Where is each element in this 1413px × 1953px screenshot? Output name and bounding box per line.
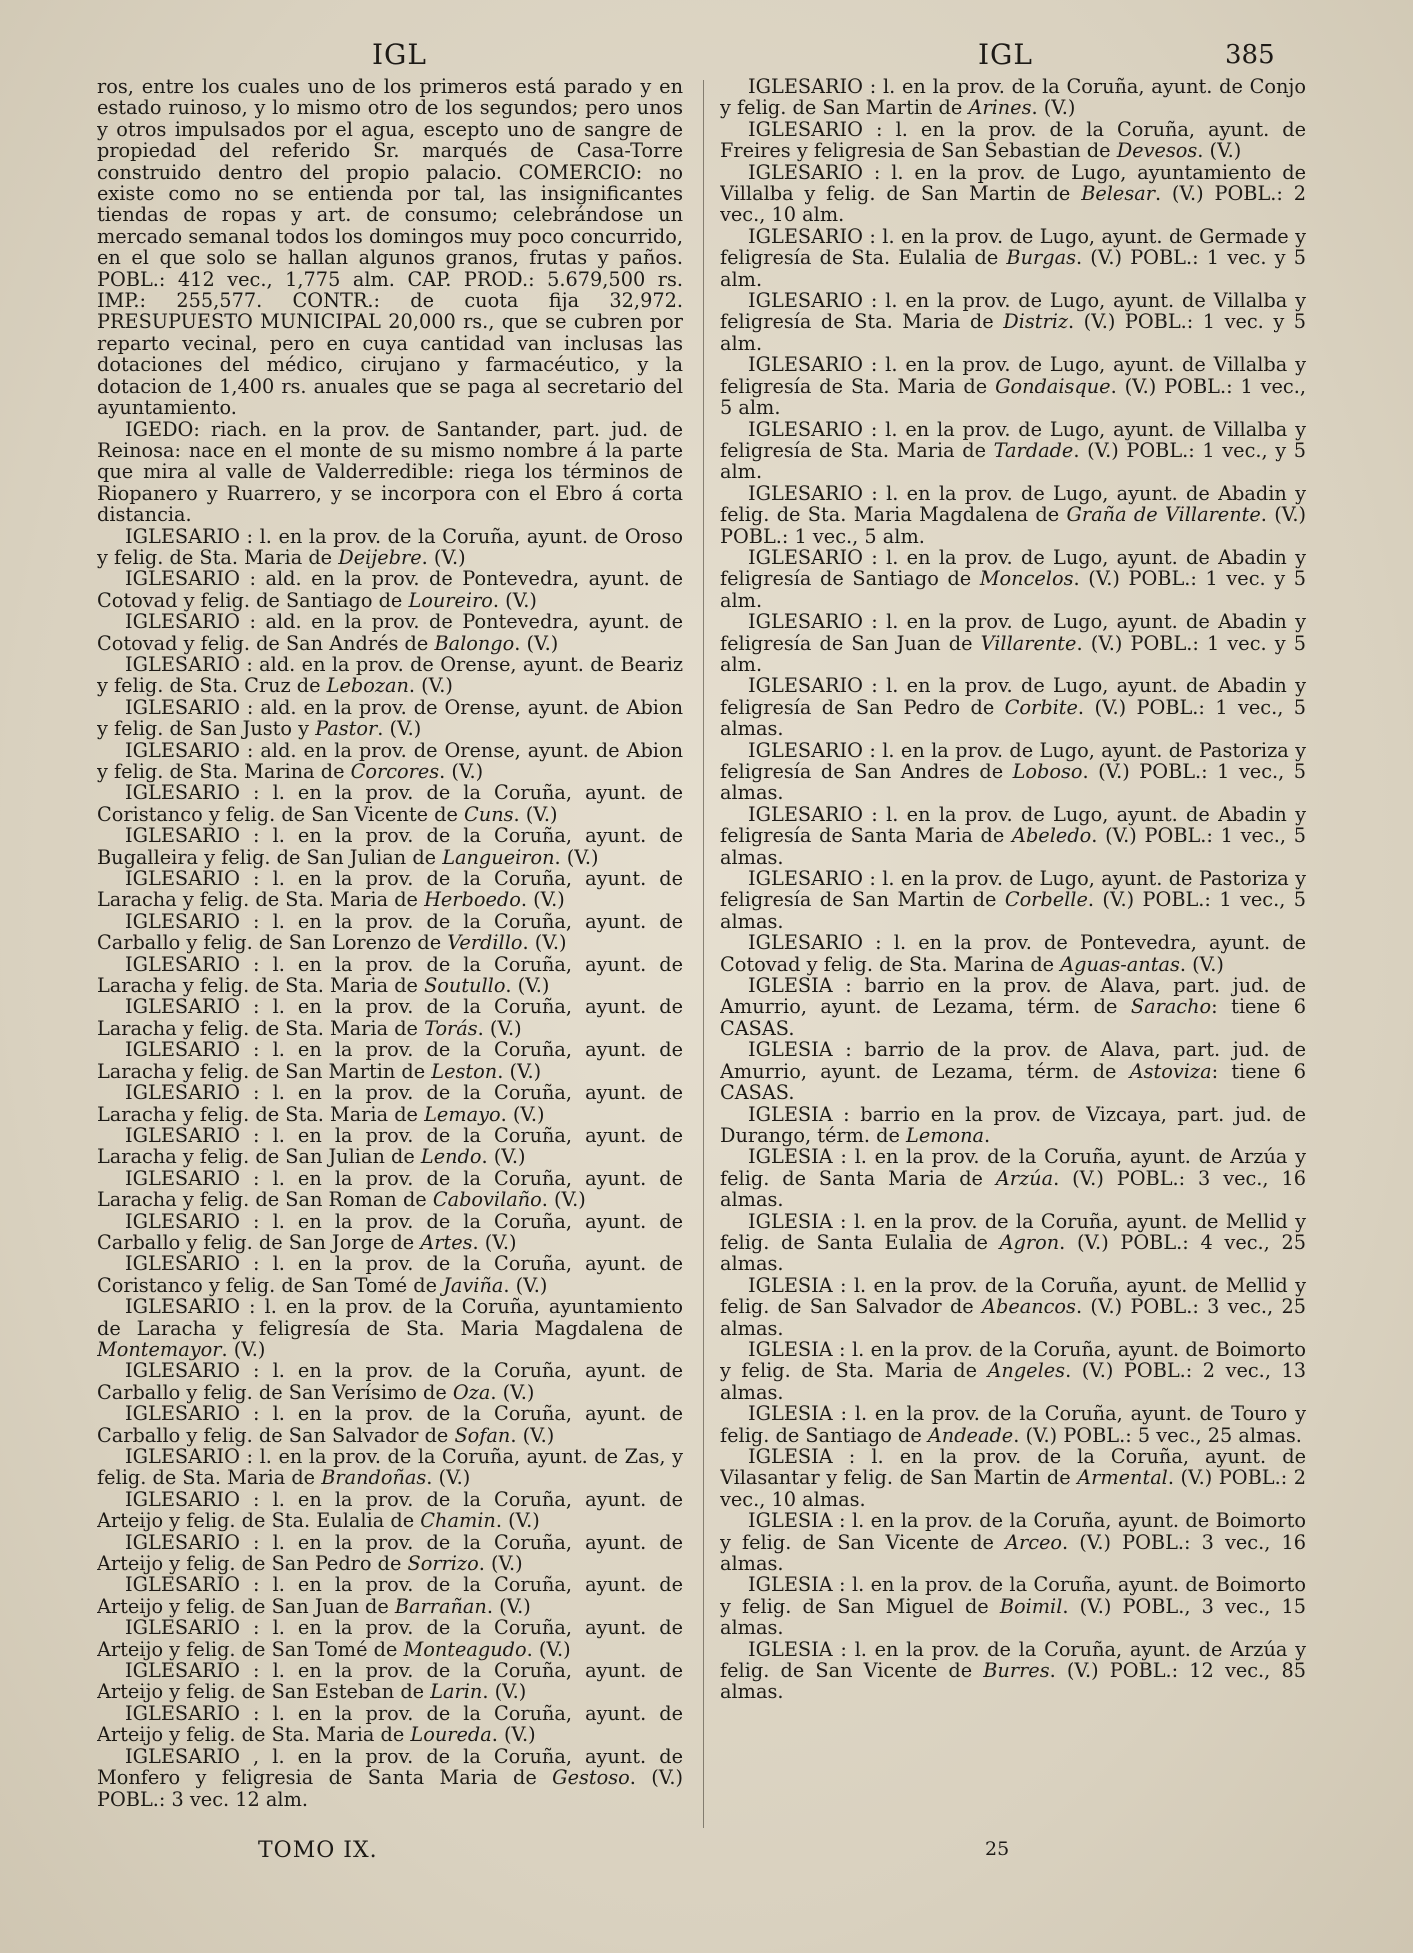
entry-headword: IGLESARIO : [125,695,254,719]
entry-place: Distriz [1003,310,1069,334]
entry-text: l. en la prov. de Lugo, ayunt. de Villalba y feligresía de Sta. Maria de [720,417,1306,462]
entry-headword: IGLESIA : [748,1573,846,1597]
entry-headword: IGLESARIO : [748,867,876,891]
entry-suffix: . (V.) [1197,139,1242,163]
dictionary-entry [97,1703,683,1746]
entry-place: Angeles [987,1359,1066,1383]
entry-text: l. en la prov. de la Coruña, ayunt. de Laracha y felig. de Sta. Maria de [97,995,683,1040]
entry-headword: IGLESARIO : [748,224,876,248]
entry-headword: IGLESARIO : [125,1359,260,1383]
entry-headword: IGLESARIO : [125,952,260,976]
entry-suffix: . (V.) [439,760,484,783]
entry-suffix: . (V.) [505,974,550,998]
entry-headword: IGLESARIO : [748,289,878,313]
entry-headword: IGLESARIO : [125,567,256,591]
entry-text: l. en la prov. de la Coruña, ayunt. de Laracha y felig. de San Roman de [97,1166,683,1212]
entry-suffix: . (V.) POBL.: 1 vec., 5 alm. [720,374,1306,420]
dictionary-entry [720,975,1306,1039]
entry-headword: IGLESARIO : [125,1252,260,1276]
dictionary-entry [720,119,1306,162]
entry-text: l. en la prov. de Lugo, ayunt. de Villalba y feligresía de Sta. Maria de [720,289,1306,334]
entry-text: l. en la prov. de la Coruña, ayunt. de Boimorto y felig. de San Miguel de [720,1573,1306,1618]
dictionary-entry [97,1125,683,1168]
entry-suffix: . (V.) [421,545,466,569]
entry-suffix: . (V.) [492,588,537,612]
right-column [720,76,1306,1836]
entry-place: Sorrizo [407,1552,479,1576]
entry-headword: IGLESARIO : [125,1445,254,1468]
entry-text: l. en la prov. de la Coruña, ayunt. de Coristanco y felig. de San Tomé de [97,1252,683,1297]
entry-place: Armental [1077,1466,1168,1490]
entry-suffix: : tiene 6 CASAS. [720,1059,1306,1105]
dictionary-entry [97,825,683,868]
entry-headword: IGLESARIO : [748,481,878,505]
entry-place: Langueiron [442,845,555,869]
entry-suffix: . (V.) POBL.: 1 vec., 5 alm. [720,503,1306,548]
entry-headword: IGLESARIO : [125,1487,260,1511]
entry-suffix: . (V.) POBL.: 2 vec., 13 almas. [720,1359,1306,1404]
dictionary-entry [97,996,683,1039]
entry-headword: IGLESARIO : [125,1530,260,1554]
entry-text: l. en la prov. de la Coruña, ayunt. de Mellid y felig. de San Salvador de [720,1273,1306,1319]
entry-place: Gondaisque [995,374,1111,398]
dictionary-entry [720,1339,1306,1403]
entry-place: Larin [430,1680,483,1704]
entry-headword: IGLESIA : [748,1273,847,1297]
entry-text: ald. en la prov. de Pontevedra, ayunt. de Cotovad y felig. de Santiago de [97,567,683,612]
entry-text: l. en la prov. de Lugo, ayunt. de Abadin y feligresía de San Pedro de [720,674,1306,719]
entry-suffix: . (V.) [522,931,567,955]
dictionary-entry [720,354,1306,418]
entry-place: Agron [999,1230,1060,1254]
entry-text: l. en la prov. de Lugo, ayunt. de Abadin y feligresía de San Juan de [720,610,1306,655]
entry-suffix: . (V.) POBL.: 3 vec. 12 alm. [97,1766,683,1811]
dictionary-entry [97,782,683,825]
entry-place: Devesos [1116,139,1198,163]
entry-suffix: . (V.) [408,674,453,698]
entry-headword: IGLESARIO : [748,610,878,634]
dictionary-entry [720,932,1306,975]
dictionary-entry [720,226,1306,290]
dictionary-entry [97,568,683,611]
entry-place: Aguas-antas [1060,952,1180,976]
dictionary-entry [97,1746,683,1810]
entry-suffix: : tiene 6 CASAS. [720,995,1306,1040]
entry-place: Balongo [434,631,515,655]
entry-text: l. en la prov. de Lugo, ayunt. de Villalba y feligresía de Sta. Maria de [720,353,1306,398]
page-number: 385 [1225,40,1275,70]
entry-headword: IGLESARIO : [125,1659,260,1683]
dictionary-entry [720,675,1306,739]
dictionary-entry [97,1082,683,1125]
entry-text: l. en la prov. de Pontevedra, ayunt. de Cotovad y felig. de Sta. Marina de [720,931,1306,976]
entry-headword: IGLESIA : [748,974,852,998]
entry-place: Saracho [1130,995,1212,1019]
entry-place: Andeade [927,1423,1014,1447]
entry-place: Astoviza [1129,1059,1212,1083]
dictionary-entry [97,1660,683,1703]
entry-text: l. en la prov. de Lugo, ayuntamiento de Villalba y felig. de San Martin de [720,160,1306,206]
entry-text: l. en la prov. de la Coruña, ayunt. de Boimorto y felig. de San Vicente de [720,1509,1306,1554]
entry-place: Verdillo [447,931,523,955]
entry-place: Lemayo [424,1102,501,1126]
left-column [97,76,683,1836]
entry-suffix: . (V.) [486,1594,531,1618]
entry-place: Burres [983,1659,1050,1683]
entry-suffix: . (V.) POBL.: 1 vec., 5 almas. [720,760,1306,805]
entry-suffix: . (V.) POBL., 3 vec., 15 almas. [720,1594,1306,1640]
entry-headword: IGLESARIO : [748,931,882,955]
dictionary-entry [97,1296,683,1360]
dictionary-entry [97,654,683,697]
entry-suffix: . (V.) [477,1016,522,1040]
entry-text: l. en la prov. de la Coruña, ayunt. de Zas, y felig. de Sta. Maria de [97,1445,683,1490]
entry-suffix: . (V.) POBL.: 1 vec. y 5 alm. [720,310,1306,355]
entry-headword: IGLESIA : [748,1337,846,1361]
entry-suffix: . (V.) POBL.: 1 vec., y 5 alm. [720,438,1306,484]
entry-text: ros, entre los cuales uno de los primeros está parado y en estado ruinoso, y lo mismo otro de los segundos; pero unos y otros impulsados por el agua, escepto uno de sangre de propiedad del referido Sr. marqués de Casa-Torre construido dentro del propio palacio. COMERCIO: no existe como no se entienda por tal, las insignificantes tiendas de ropas y art. de consumo; celebrándose un mercado semanal todos los domingos muy poco concurrido, en el que solo se hallan algunos granos, frutas y paños. POBL.: 412 vec., 1,775 alm. CAP. PROD.: 5.679,500 rs. IMP.: 255,577. CONTR.: de cuota fija 32,972. PRESUPUESTO MUNICIPAL 20,000 rs., que se cubren por reparto vecinal, pero en cuya cantidad van inclusas las dotaciones del médico, cirujano y farmacéutico, y la dotacion de 1,400 rs. anuales que se paga al secretario del ayuntamiento. [97,76,683,420]
dictionary-entry [97,868,683,911]
entry-suffix: . (V.) [472,1230,517,1254]
entry-place: Deijebre [338,545,422,569]
dictionary-entry [720,1211,1306,1275]
entry-suffix: . (V.) [503,1273,548,1297]
entry-place: Tardade [993,438,1074,462]
entry-text: l. en la prov. de la Coruña, ayunt. de Arteijo y felig. de Sta. Maria de [97,1701,683,1747]
entry-suffix: . (V.) POBL.: 1 vec., 5 almas. [720,888,1306,933]
entry-suffix: . (V.) POBL.: 1 vec., 5 almas. [720,824,1306,869]
entry-suffix: . (V.) [490,1380,535,1404]
entry-suffix: . (V.) POBL.: 3 vec., 16 almas. [720,1530,1306,1576]
entry-text: l. en la prov. de Lugo, ayunt. de Pastoriza y feligresía de San Martin de [720,867,1306,912]
entry-place: Lebozan [326,674,409,698]
entry-headword: IGEDO: [125,417,200,441]
entry-headword: IGLESARIO : [125,1573,260,1597]
entry-place: Abeledo [1012,824,1092,848]
entry-suffix: . (V.) [513,802,558,826]
entry-place: Boimil [999,1594,1063,1618]
entry-suffix: . (V.) [497,1059,542,1083]
dictionary-entry [720,1574,1306,1638]
entry-place: Lemona [906,1123,985,1147]
entry-text: l. en la prov. de la Coruña, ayunt. de Laracha y felig. de San Julian de [97,1123,683,1169]
entry-headword: IGLESARIO : [125,1701,260,1725]
entry-headword: IGLESARIO : [748,160,881,184]
entry-text: l. en la prov. de la Coruña, ayunt. de Touro y felig. de Santiago de [720,1402,1306,1447]
dictionary-entry [97,76,683,419]
entry-suffix: . (V.) [1031,96,1076,120]
dictionary-entry [720,76,1306,119]
dictionary-entry [720,547,1306,611]
entry-text: l. en la prov. de la Coruña, ayunt. de Coristanco y felig. de San Vicente de [97,781,683,826]
entry-text: l. en la prov. de la Coruña, ayuntamiento de Laracha y feligresía de Sta. Maria Magdalena de [97,1295,683,1340]
entry-place: Moncelos [979,567,1074,591]
entry-text: l. en la prov. de Lugo, ayunt. de Abadin y feligresía de Santa Maria de [720,802,1306,848]
entry-place: Abeancos [982,1295,1076,1319]
entry-headword: IGLESARIO : [748,674,878,698]
entry-suffix: . (V.) [1179,952,1224,976]
entry-text: l. en la prov. de la Coruña, ayunt. de Oroso y felig. de Sta. Maria de [97,524,683,569]
dictionary-entry [97,1403,683,1446]
entry-headword: IGLESARIO : [125,1616,260,1640]
dictionary-entry [97,740,683,783]
entry-headword: IGLESIA : [748,1102,850,1126]
entry-suffix: . (V.) [510,1423,555,1447]
entry-headword: IGLESIA : [748,1402,847,1426]
entry-headword: IGLESARIO : [748,545,878,569]
entry-text: l. en la prov. de la Coruña, ayunt. de Bugalleira y felig. de San Julian de [97,824,683,869]
page-header [0,38,1413,78]
dictionary-entry [97,1446,683,1489]
dictionary-entry [720,1510,1306,1574]
entry-suffix: . (V.) POBL.: 3 vec., 16 almas. [720,1166,1306,1212]
entry-text: l. en la prov. de la Coruña, ayunt. de Conjo y felig. de San Martin de [720,76,1306,120]
dictionary-entry [720,1446,1306,1510]
volume-label: TOMO IX. [258,1838,378,1863]
entry-text: l. en la prov. de la Coruña, ayunt. de Carballo y felig. de San Lorenzo de [97,909,683,955]
entry-place: Gestoso [552,1766,630,1790]
entry-text: l. en la prov. de Lugo, ayunt. de Germade y feligresía de Sta. Eulalia de [720,224,1306,270]
entry-headword: IGLESARIO : [125,610,256,634]
entry-place: Villarente [980,631,1077,655]
dictionary-entry [720,1639,1306,1703]
entry-place: Loboso [1012,760,1083,783]
entry-place: Corcores [350,760,440,783]
entry-text: l. en la prov. de la Coruña, ayunt. de Laracha y felig. de Sta. Maria de [97,867,683,912]
running-head-right: IGL [978,38,1034,71]
dictionary-entry [97,1360,683,1403]
entry-place: Corbelle [1004,888,1088,912]
entry-headword: IGLESARIO : [125,824,260,848]
entry-suffix: . (V.) POBL.: 1 vec. y 5 alm. [720,631,1306,676]
entry-place: Brandoñas [321,1466,427,1490]
entry-text: l. en la prov. de la Coruña, ayunt. de Arteijo y felig. de San Tomé de [97,1616,683,1661]
entry-suffix: . [984,1123,991,1147]
entry-place: Barrañan [394,1594,487,1618]
entry-suffix: . (V.) POBL.: 5 vec., 25 almas. [1013,1423,1302,1447]
entry-text: l. en la prov. de la Coruña, ayunt. de Arzúa y felig. de San Vicente de [720,1637,1306,1683]
dictionary-entry [97,526,683,569]
entry-headword: IGLESARIO : [125,652,253,676]
entry-headword: IGLESARIO : [125,781,260,805]
entry-suffix: . (V.) POBL.: 4 vec., 25 almas. [720,1230,1306,1276]
entry-place: Javiña [443,1273,504,1297]
entry-text: l. en la prov. de la Coruña, ayunt. de Arzúa y felig. de Santa Maria de [720,1145,1306,1190]
entry-suffix: . (V.) POBL.: 1 vec., 5 almas. [720,695,1306,741]
entry-headword: IGLESIA : [748,1145,847,1169]
entry-suffix: . (V.) POBL.: 3 vec., 25 almas. [720,1295,1306,1340]
entry-place: Arzúa [995,1166,1054,1190]
entry-headword: IGLESARIO : [125,524,254,548]
entry-text: barrio en la prov. de Alava, part. jud. de Amurrio, ayunt. de Lezama, térm. de [720,974,1306,1019]
entry-text: l. en la prov. de la Coruña, ayunt. de Monfero y feligresia de Santa Maria de [97,1744,683,1790]
entry-text: l. en la prov. de la Coruña, ayunt. de Arteijo y felig. de San Pedro de [97,1530,683,1576]
entry-headword: IGLESARIO : [748,117,883,141]
entry-suffix: . (V.) [495,1509,540,1533]
entry-place: Cabovilaño [432,1188,542,1212]
dictionary-entry [97,911,683,954]
entry-headword: IGLESARIO : [748,76,877,98]
entry-suffix: . (V.) [491,1723,536,1747]
dictionary-entry [720,1146,1306,1210]
entry-headword: IGLESARIO : [748,353,878,377]
dictionary-entry [720,1403,1306,1446]
entry-text: l. en la prov. de Lugo, ayunt. de Pastoriza y feligresía de San Andres de [720,738,1306,783]
dictionary-entry [720,1039,1306,1103]
dictionary-entry [97,611,683,654]
entry-text: l. en la prov. de la Coruña, ayunt. de Boimorto y felig. de Sta. Maria de [720,1337,1306,1383]
dictionary-entry [720,1275,1306,1339]
dictionary-entry [97,1489,683,1532]
entry-place: Artes [420,1230,473,1254]
entry-headword: IGLESARIO : [125,1081,260,1105]
dictionary-entry [97,1039,683,1082]
dictionary-entry [720,1104,1306,1147]
entry-headword: IGLESIA : [748,1038,852,1062]
entry-suffix: . (V.) [500,1102,545,1126]
entry-suffix: . (V.) POBL.: 2 vec., 10 almas. [720,1466,1306,1511]
entry-suffix: . (V.) POBL.: 1 vec. y 5 alm. [720,246,1306,291]
dictionary-entry [720,868,1306,932]
entry-text: l. en la prov. de la Coruña, ayunt. de Arteijo y felig. de San Esteban de [97,1659,683,1704]
entry-text: l. en la prov. de la Coruña, ayunt. de Freires y feligresia de San Sebastian de [720,117,1306,163]
entry-suffix: . (V.) [520,888,565,912]
dictionary-entry [97,1211,683,1254]
entry-place: Burgas [1006,246,1076,270]
dictionary-entry [720,804,1306,868]
entry-text: l. en la prov. de Lugo, ayunt. de Abadin y feligresía de Santiago de [720,545,1306,591]
dictionary-entry [97,1574,683,1617]
dictionary-entry [97,419,683,526]
entry-suffix: . (V.) [478,1552,523,1576]
dictionary-entry [720,162,1306,226]
entry-headword: IGLESARIO : [748,802,878,826]
entry-headword: IGLESARIO : [125,995,260,1019]
entry-text: l. en la prov. de la Coruña, ayunt. de Carballo y felig. de San Jorge de [97,1209,683,1254]
entry-suffix: . (V.) [426,1466,471,1490]
entry-text: l. en la prov. de Lugo, ayunt. de Abadin y felig. de Sta. Maria Magdalena de [720,481,1306,527]
entry-suffix: . (V.) [554,845,599,869]
entry-place: Montemayor [97,1337,222,1361]
entry-place: Leston [431,1059,498,1083]
dictionary-entry [97,1532,683,1575]
entry-headword: IGLESARIO : [125,867,260,891]
entry-text: l. en la prov. de la Coruña, ayunt. de Laracha y felig. de Sta. Maria de [97,1081,683,1126]
dictionary-entry [97,1253,683,1296]
entry-headword: IGLESARIO : [125,1038,260,1062]
entry-headword: IGLESARIO : [748,738,876,762]
running-head-left: IGL [372,38,428,71]
entry-place: Arines [968,96,1032,120]
entry-text: l. en la prov. de la Coruña, ayunt. de Laracha y felig. de Sta. Maria de [97,952,683,998]
entry-headword: IGLESARIO : [748,417,878,441]
dictionary-entry [97,1617,683,1660]
entry-text: ald. en la prov. de Orense, ayunt. de Abion y felig. de Sta. Marina de [97,738,683,783]
entry-suffix: . (V.) POBL.: 12 vec., 85 almas. [720,1659,1306,1704]
entry-text: riach. en la prov. de Santander, part. jud. de Reinosa: nace en el monte de su mismo nombre á la parte que mira al valle de Valderredible: riega los términos de Riopanero y Ruarrero, y se incorpora con el Ebro á corta distancia. [97,417,683,527]
entry-headword: IGLESARIO : [125,909,260,933]
entry-text: ald. en la prov. de Orense, ayunt. de Beariz y felig. de Sta. Cruz de [97,652,683,698]
entry-place: Corbite [1004,695,1078,719]
entry-suffix: . (V.) [221,1337,266,1361]
entry-place: Torás [424,1016,478,1040]
entry-text: barrio en la prov. de Vizcaya, part. jud. de Durango, térm. de [720,1102,1306,1147]
entry-text: l. en la prov. de la Coruña, ayunt. de Mellid y felig. de Santa Eulalia de [720,1209,1306,1254]
entry-headword: IGLESARIO : [125,1295,256,1319]
entry-headword: IGLESARIO , [125,1744,260,1768]
entry-place: Cuns [464,802,514,826]
dictionary-entry [720,290,1306,354]
entry-headword: IGLESIA : [748,1637,847,1661]
entry-suffix: . (V.) POBL.: 2 vec., 10 alm. [720,182,1306,227]
entry-text: l. en la prov. de la Coruña, ayunt. de Carballo y felig. de San Salvador de [97,1402,683,1447]
entry-suffix: . (V.) [481,1145,526,1169]
entry-headword: IGLESARIO : [125,1402,260,1426]
dictionary-entry [97,1168,683,1211]
entry-text: l. en la prov. de la Coruña, ayunt. de Vilasantar y felig. de San Martin de [720,1445,1306,1490]
entry-place: Loureiro [408,588,493,612]
entry-text: l. en la prov. de la Coruña, ayunt. de Laracha y felig. de San Martin de [97,1038,683,1083]
entry-suffix: . (V.) [377,717,422,741]
entry-place: Oza [452,1380,491,1404]
entry-place: Arceo [1005,1530,1063,1554]
entry-suffix: . (V.) [514,631,559,655]
entry-text: barrio de la prov. de Alava, part. jud. de Amurrio, ayunt. de Lezama, térm. de [720,1038,1306,1083]
column-divider [703,80,704,1828]
entry-place: Lendo [420,1145,482,1169]
dictionary-entry [720,483,1306,547]
entry-place: Herboedo [424,888,521,912]
entry-suffix: . (V.) [482,1680,527,1704]
entry-place: Sofan [454,1423,511,1447]
entry-headword: IGLESIA : [748,1509,846,1533]
dictionary-entry [97,697,683,740]
entry-suffix: . (V.) POBL.: 1 vec. y 5 alm. [720,567,1306,612]
entry-text: l. en la prov. de la Coruña, ayunt. de Arteijo y felig. de San Juan de [97,1573,683,1618]
entry-place: Chamin [420,1509,496,1533]
entry-headword: IGLESARIO : [125,1209,260,1233]
entry-suffix: . (V.) [526,1637,571,1661]
entry-place: Loureda [410,1723,492,1747]
entry-text: ald. en la prov. de Pontevedra, ayunt. de Cotovad y felig. de San Andrés de [97,610,683,655]
entry-text: l. en la prov. de la Coruña, ayunt. de Carballo y felig. de San Verísimo de [97,1359,683,1404]
dictionary-entry [720,611,1306,675]
dictionary-entry [720,740,1306,804]
signature-mark: 25 [985,1838,1010,1860]
entry-headword: IGLESIA : [748,1209,847,1233]
entry-headword: IGLESARIO : [125,738,254,762]
dictionary-entry [720,419,1306,483]
entry-headword: IGLESARIO : [125,1123,260,1147]
entry-text: ald. en la prov. de Orense, ayunt. de Abion y felig. de San Justo y [97,695,683,741]
entry-headword: IGLESIA : [748,1445,856,1468]
entry-place: Graña de Villarente [1066,503,1261,527]
entry-place: Monteagudo [403,1637,527,1661]
entry-place: Belesar [1081,182,1155,206]
entry-text: l. en la prov. de la Coruña, ayunt. de Arteijo y felig. de Sta. Eulalia de [97,1487,683,1533]
entry-place: Pastor [315,717,378,741]
dictionary-entry [97,954,683,997]
entry-place: Soutullo [424,974,506,998]
entry-headword: IGLESARIO : [125,1166,260,1190]
entry-suffix: . (V.) [541,1188,586,1212]
